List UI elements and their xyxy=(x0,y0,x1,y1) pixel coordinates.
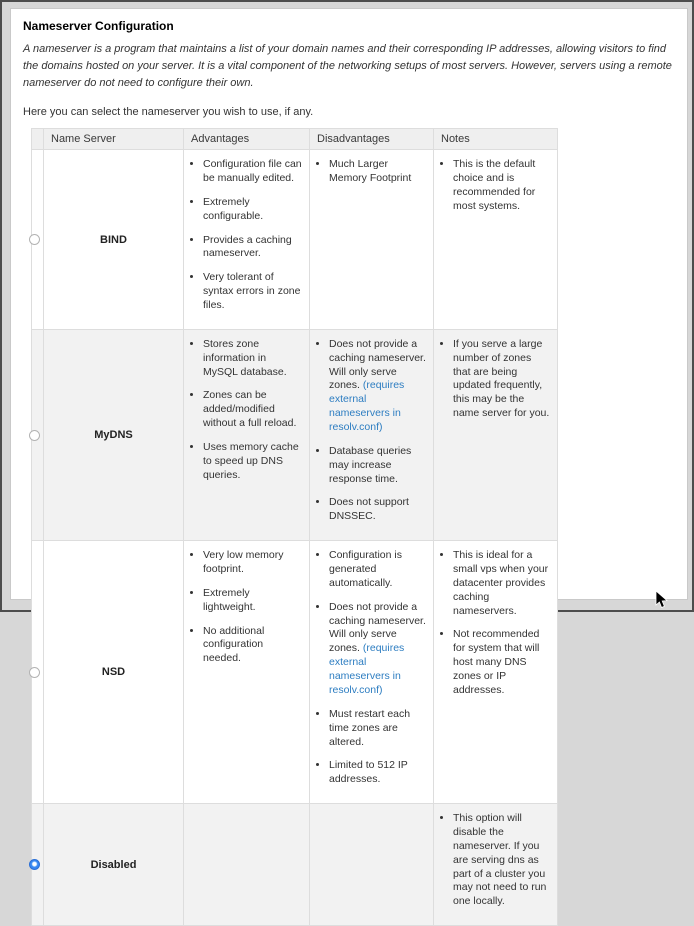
list-item-text: Zones can be added/modified without a full reload. xyxy=(203,389,297,430)
nsd-notes-cell xyxy=(434,541,558,804)
advantages-item xyxy=(203,338,303,380)
list-item-text: Very low memory footprint. xyxy=(203,549,284,576)
nsd-advantages-list xyxy=(186,549,303,666)
nameserver-name-nsd: NSD xyxy=(44,541,184,804)
resolv-conf-link[interactable]: (requires external nameservers in resolv.conf) xyxy=(329,642,405,696)
disadvantages-item xyxy=(329,601,427,698)
advantages-item xyxy=(203,196,303,224)
list-item-text: Database queries may increase response time. xyxy=(329,444,412,485)
advantages-item xyxy=(203,587,303,615)
list-item-text: Must restart each time zones are altered. xyxy=(329,707,411,748)
notes-item xyxy=(453,812,551,909)
notes-item xyxy=(453,158,551,213)
mydns-advantages-cell xyxy=(184,329,310,540)
nameserver-radio-bind[interactable] xyxy=(29,234,40,245)
nsd-disadvantages-cell xyxy=(310,541,434,804)
table-row-mydns xyxy=(32,329,558,540)
table-row-bind xyxy=(32,150,558,330)
nameserver-radio-disabled[interactable] xyxy=(29,859,40,870)
table-header-row xyxy=(32,129,558,150)
list-item-text: Does not provide a caching nameserver. Will only serve zones. xyxy=(329,600,426,655)
disabled-notes-cell xyxy=(434,804,558,926)
list-item-text: Configuration file can be manually edited. xyxy=(203,158,302,184)
bind-advantages-cell xyxy=(184,150,310,330)
mouse-cursor-icon xyxy=(655,591,668,610)
radio-column-header xyxy=(32,129,44,150)
disadvantages-item xyxy=(329,708,427,750)
list-item-text: Does not support DNSSEC. xyxy=(329,496,409,523)
column-header-notes: Notes xyxy=(434,129,558,150)
list-item-text: Does not provide a caching nameserver. Will only serve zones. xyxy=(329,337,426,392)
nsd-radio-cell xyxy=(32,541,44,804)
advantages-item xyxy=(203,271,303,313)
page-description: A nameserver is a program that maintains a list of your domain names and their corresponding IP addresses, allowing visitors to find the domains hosted on your server. It is a vital component of the networking setups of most servers. However, servers using a remote nameserver do not need to configure their own. xyxy=(23,43,672,90)
list-item-text: This is the default choice and is recommended for most systems. xyxy=(453,158,536,212)
column-header-disadvantages: Disadvantages xyxy=(310,129,434,150)
list-item-text: Limited to 512 IP addresses. xyxy=(329,759,408,786)
disabled-notes-list xyxy=(436,812,551,909)
disadvantages-item xyxy=(329,158,427,186)
bind-notes-cell xyxy=(434,150,558,330)
list-item-text: Not recommended for system that will host many DNS zones or IP addresses. xyxy=(453,628,540,696)
table-row-disabled xyxy=(32,804,558,926)
nsd-notes-list xyxy=(436,549,551,698)
disadvantages-item xyxy=(329,759,427,787)
disadvantages-item xyxy=(329,496,427,524)
list-item-text: Extremely lightweight. xyxy=(203,586,256,613)
page-instruction: Here you can select the nameserver you wish to use, if any. xyxy=(23,106,314,119)
list-item-text: Very tolerant of syntax errors in zone files. xyxy=(203,271,301,312)
mydns-notes-list xyxy=(436,338,551,421)
list-item-text: Stores zone information in MySQL database. xyxy=(203,337,287,378)
nameserver-radio-nsd[interactable] xyxy=(29,667,40,678)
list-item-text: This is ideal for a small vps when your datacenter provides caching nameservers. xyxy=(453,549,549,617)
advantages-item xyxy=(203,234,303,262)
disabled-disadvantages-cell xyxy=(310,804,434,926)
bind-notes-list xyxy=(436,158,551,213)
disadvantages-item xyxy=(329,549,427,591)
table-row-nsd xyxy=(32,541,558,804)
resolv-conf-link[interactable]: (requires external nameservers in resolv.conf) xyxy=(329,379,405,434)
disadvantages-item xyxy=(329,445,427,487)
advantages-item xyxy=(203,625,303,667)
bind-disadvantages-cell xyxy=(310,150,434,330)
nameserver-table xyxy=(31,128,558,926)
nsd-advantages-cell xyxy=(184,541,310,804)
list-item-text: Provides a caching nameserver. xyxy=(203,233,292,260)
list-item-text: Extremely configurable. xyxy=(203,195,264,222)
list-item-text: This option will disable the nameserver. If you are serving dns as part of a cluster you may not need to run one locally. xyxy=(453,812,547,908)
content-panel xyxy=(10,8,688,908)
list-item-text: If you serve a large number of zones that are being updated frequently, this may be the name server for you. xyxy=(453,337,550,420)
list-item-text: Configuration is generated automatically. xyxy=(329,549,402,589)
page-title: Nameserver Configuration xyxy=(23,19,174,33)
bind-disadvantages-list xyxy=(312,158,427,186)
column-header-name-server: Name Server xyxy=(44,129,184,150)
nameserver-radio-mydns[interactable] xyxy=(29,430,40,441)
nameserver-name-mydns: MyDNS xyxy=(44,329,184,540)
notes-item xyxy=(453,628,551,697)
mydns-advantages-list xyxy=(186,338,303,483)
disabled-advantages-cell xyxy=(184,804,310,926)
disabled-radio-cell xyxy=(32,804,44,926)
disadvantages-item xyxy=(329,338,427,435)
mydns-disadvantages-cell xyxy=(310,329,434,540)
mydns-disadvantages-list xyxy=(312,338,427,524)
bind-radio-cell xyxy=(32,150,44,330)
notes-item xyxy=(453,338,551,421)
nsd-disadvantages-list xyxy=(312,549,427,787)
nameserver-name-disabled: Disabled xyxy=(44,804,184,926)
list-item-text: Uses memory cache to speed up DNS queries. xyxy=(203,441,299,481)
advantages-item xyxy=(203,441,303,483)
notes-item xyxy=(453,549,551,618)
advantages-item xyxy=(203,389,303,431)
advantages-item xyxy=(203,549,303,577)
list-item-text: Much Larger Memory Footprint xyxy=(329,158,412,184)
nameserver-name-bind: BIND xyxy=(44,150,184,330)
mydns-radio-cell xyxy=(32,329,44,540)
list-item-text: No additional configuration needed. xyxy=(203,624,265,665)
column-header-advantages: Advantages xyxy=(184,129,310,150)
mydns-notes-cell xyxy=(434,329,558,540)
advantages-item xyxy=(203,158,303,186)
bind-advantages-list xyxy=(186,158,303,313)
